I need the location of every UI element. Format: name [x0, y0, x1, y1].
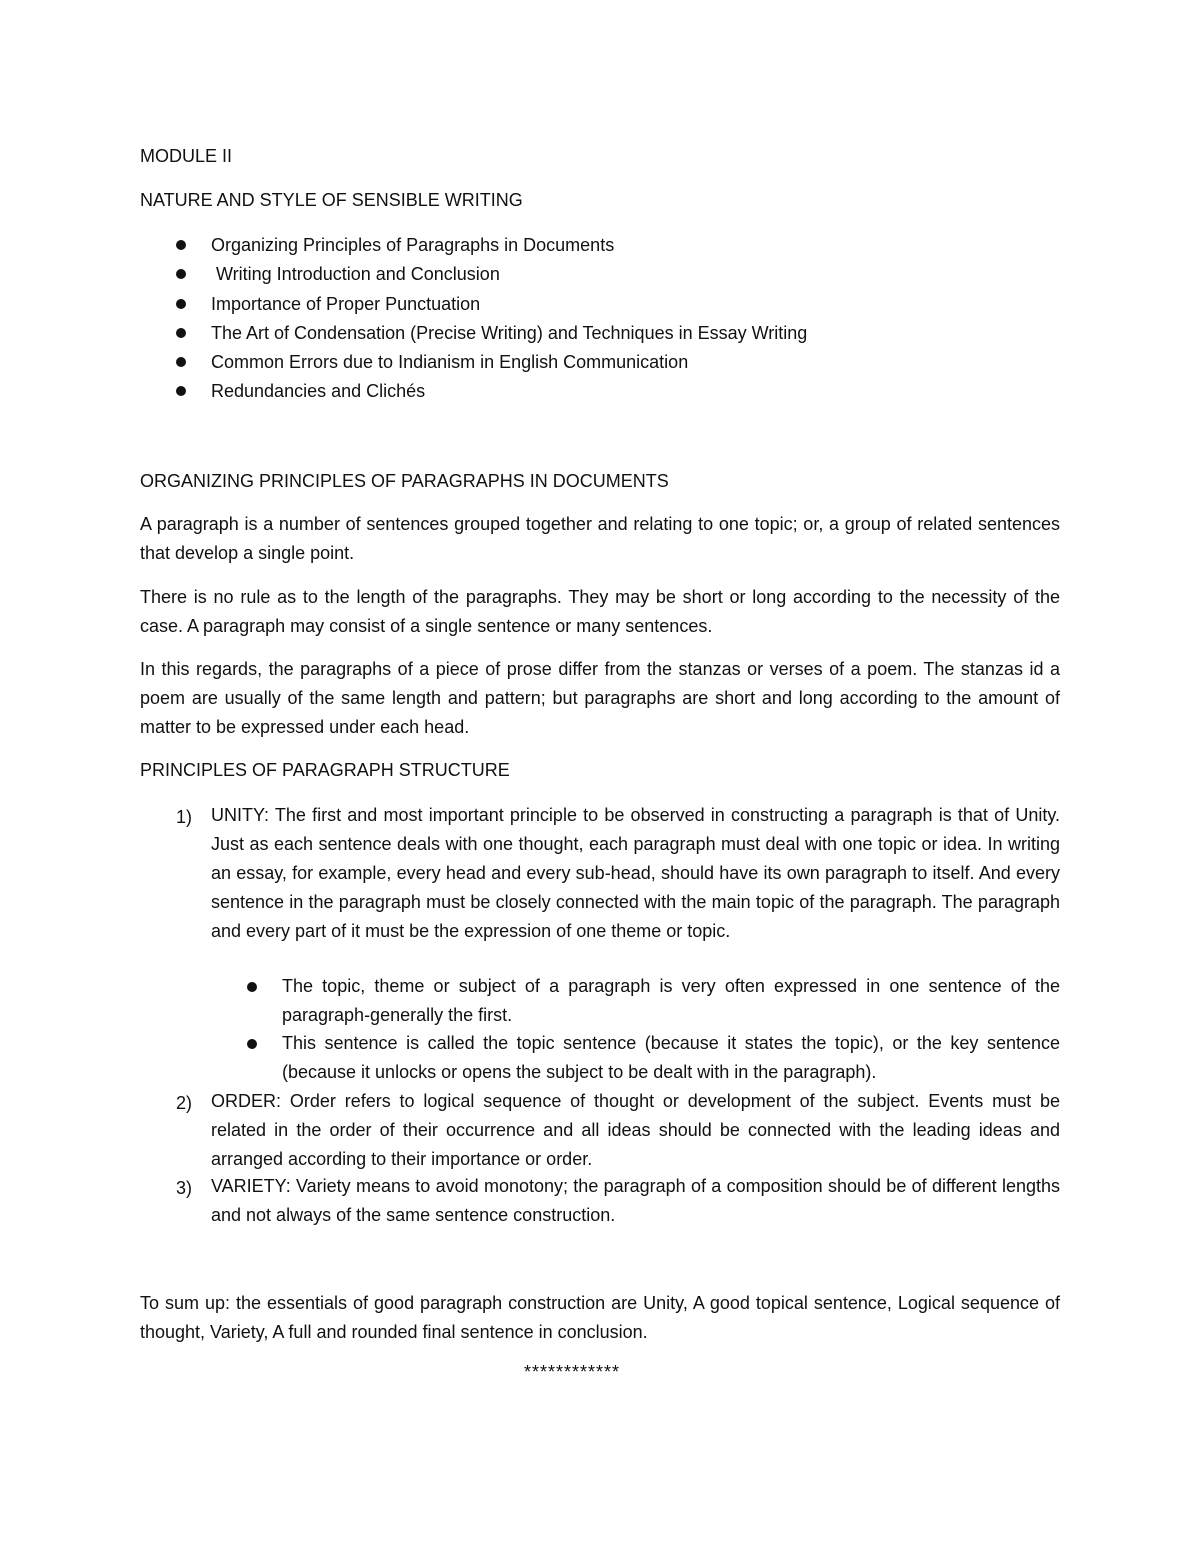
- principle-text: VARIETY: Variety means to avoid monotony; the paragraph of a composition should be of different lengths and not always of the same sentence construction.: [211, 1176, 1060, 1225]
- module-title: MODULE II: [140, 146, 233, 166]
- topic-text: Common Errors due to Indianism in English Communication: [211, 352, 689, 372]
- module-subtitle: NATURE AND STYLE OF SENSIBLE WRITING: [140, 190, 523, 210]
- bullet-icon: [247, 1039, 257, 1049]
- topic-text: Organizing Principles of Paragraphs in Documents: [211, 235, 615, 255]
- unity-bullet-text: The topic, theme or subject of a paragraph is very often expressed in one sentence of the paragraph-generally the first.: [282, 976, 1060, 1025]
- topic-text: Importance of Proper Punctuation: [211, 294, 481, 314]
- summary-paragraph: To sum up: the essentials of good paragraph construction are Unity, A good topical sentence, Logical sequence of thought, Variety, A full and rounded final sentence in conclusion.: [140, 1293, 1060, 1342]
- bullet-icon: [176, 386, 186, 396]
- bullet-icon: [176, 357, 186, 367]
- paragraph: In this regards, the paragraphs of a piece of prose differ from the stanzas or verses of a poem. The stanzas id a poem are usually of the same length and pattern; but paragraphs are short and long according to the amount of matter to be expressed under each head.: [140, 659, 1060, 737]
- topic-text: Writing Introduction and Conclusion: [216, 264, 500, 284]
- paragraph: A paragraph is a number of sentences grouped together and relating to one topic; or, a group of related sentences that develop a single point.: [140, 514, 1060, 563]
- topic-text: The Art of Condensation (Precise Writing) and Techniques in Essay Writing: [211, 323, 808, 343]
- bullet-icon: [176, 240, 186, 250]
- topic-text: Redundancies and Clichés: [211, 381, 426, 401]
- bullet-icon: [176, 299, 186, 309]
- principle-text: UNITY: The first and most important principle to be observed in constructing a paragraph is that of Unity. Just as each sentence deals with one thought, each paragraph must deal with one topic or idea. In writing an essay, for example, every head and every sub-head, should have its own paragraph to itself. And every sentence in the paragraph must be closely connected with the main topic of the paragraph. The paragraph and every part of it must be the expression of one theme or topic.: [211, 805, 1060, 941]
- bullet-icon: [247, 982, 257, 992]
- section-heading: ORGANIZING PRINCIPLES OF PARAGRAPHS IN DOCUMENTS: [140, 471, 669, 491]
- principle-text: ORDER: Order refers to logical sequence of thought or development of the subject. Events must be related in the order of their occurrence and all ideas should be connected with the leading ideas and arranged according to their importance or order.: [211, 1091, 1060, 1169]
- principle-number: 1): [176, 807, 193, 827]
- structure-heading: PRINCIPLES OF PARAGRAPH STRUCTURE: [140, 760, 510, 780]
- bullet-icon: [176, 269, 186, 279]
- bullet-icon: [176, 328, 186, 338]
- principle-number: 2): [176, 1093, 193, 1113]
- paragraph: There is no rule as to the length of the paragraphs. They may be short or long according to the necessity of the case. A paragraph may consist of a single sentence or many sentences.: [140, 587, 1060, 636]
- principle-number: 3): [176, 1178, 193, 1198]
- unity-bullet-text: This sentence is called the topic sentence (because it states the topic), or the key sentence (because it unlocks or opens the subject to be dealt with in the paragraph).: [282, 1033, 1060, 1082]
- document-page: [140, 0, 1060, 1553]
- separator: ************: [524, 1362, 621, 1382]
